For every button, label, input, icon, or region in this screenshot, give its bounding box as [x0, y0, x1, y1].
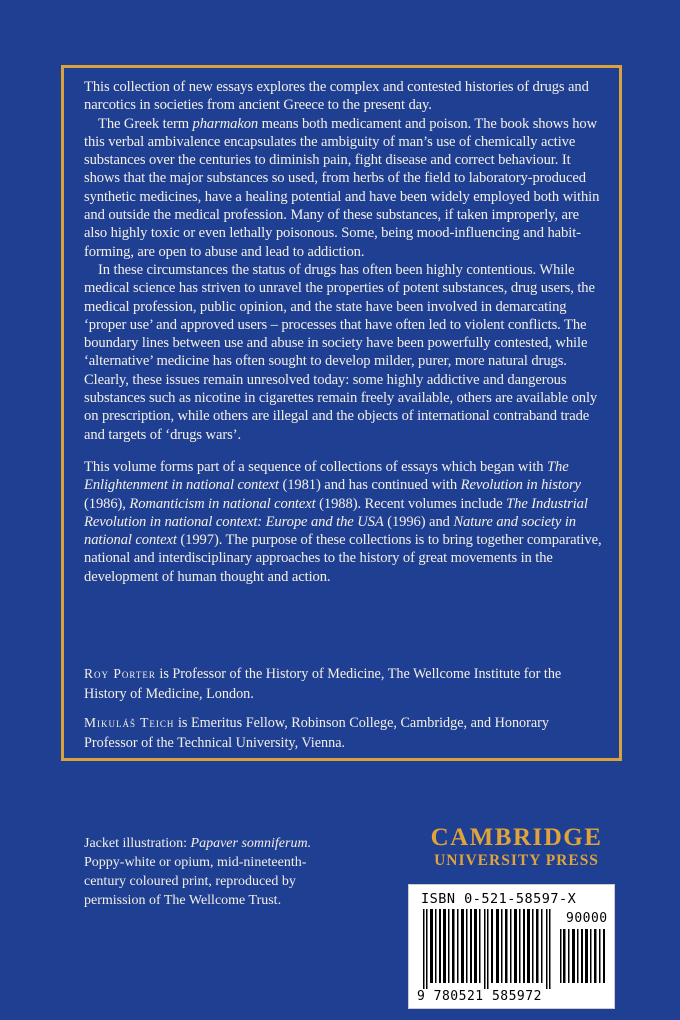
- text-run: This volume forms part of a sequence of collections of essays which began with: [84, 458, 548, 475]
- blurb-text: [84, 78, 604, 586]
- credit-title: Papaver somniferum.: [190, 836, 312, 851]
- author-name: Roy Porter: [84, 666, 156, 681]
- text-run: (1996) and: [383, 513, 454, 530]
- bio-porter: [84, 664, 604, 704]
- jacket-credit: [84, 834, 314, 910]
- emphasis-pharmakon: pharmakon: [192, 115, 259, 132]
- author-bio: is Professor of the History of Medicine, The Wellcome Institute for the History of Medicine, London.: [84, 666, 562, 702]
- price-code: 90000: [566, 911, 608, 926]
- text-run: (1986),: [84, 495, 130, 512]
- author-name: Mikuláš Teich: [84, 715, 175, 730]
- credit-label: Jacket illustration:: [84, 836, 191, 851]
- text-run: The Greek term: [98, 115, 193, 132]
- book-title: Revolution in history: [460, 477, 581, 494]
- author-bio: is Emeritus Fellow, Robinson College, Cambridge, and Honorary Professor of the Technical University, Vienna.: [84, 715, 549, 751]
- ean-digits: 9 780521 585972: [417, 989, 542, 1004]
- publisher-name: CAMBRIDGE: [430, 824, 603, 851]
- text-run: (1988). Recent volumes include: [315, 495, 507, 512]
- blurb-paragraph-1: This collection of new essays explores the complex and contested histories of drugs and narcotics in societies from ancient Greece to the present day.: [84, 79, 589, 114]
- blurb-paragraph-2: [84, 115, 604, 261]
- book-title: Romanticism in national context: [129, 495, 316, 512]
- barcode-box: [408, 884, 615, 1009]
- publisher-logo: [419, 824, 614, 870]
- text-run: means both medicament and poison. The book shows how this verbal ambivalence encapsulates the ambiguity of man’s use of chemically active substances over the centuries to diminish pain, fight disease and correct behaviour. It shows that the major substances so used, from herbs of the field to laboratory-produced synthetic medicines, have a healing potential and have been widely employed both within and outside the medical profession. Many of these substances, if taken improperly, are also highly toxic or even lethally poisonous. Some, being mood-influencing and habit-forming, are open to abuse and lead to addiction.: [84, 115, 600, 260]
- blurb-paragraph-3: In these circumstances the status of drugs has often been highly contentious. While medical science has striven to unravel the properties of potent substances, drug users, the medical profession, public opinion, and the state have been involved in demarcating ‘proper use’ and approved users – processes that have often led to violent conflicts. The boundary lines between use and abuse in society have been powerfully contested, while ‘alternative’ medicine has often sought to develop milder, purer, more natural drugs. Clearly, these issues remain unresolved today: some highly addictive and dangerous substances such as nicotine in cigarettes remain freely available, others are available only on prescription, while others are illegal and the objects of international contraband trade and targets of ‘drugs wars’.: [84, 261, 598, 443]
- text-run: (1997). The purpose of these collections is to bring together comparative, national and interdisciplinary approaches to the history of great movements in the development of human thought and action.: [84, 532, 602, 585]
- credit-text: Poppy-white or opium, mid-nineteenth-century coloured print, reproduced by permission of The Wellcome Trust.: [84, 855, 307, 908]
- text-run: (1981) and has continued with: [278, 477, 461, 494]
- bio-teich: [84, 713, 604, 753]
- book-title: The Enlightenment in national context: [84, 458, 569, 494]
- book-title: Nature and society in national context: [84, 513, 576, 549]
- publisher-subname: UNIVERSITY PRESS: [434, 852, 599, 869]
- blurb-paragraph-4: [84, 458, 604, 586]
- isbn-text: ISBN 0-521-58597-X: [421, 891, 577, 907]
- addon-barcode: [559, 929, 607, 983]
- book-title: The Industrial Revolution in national context: Europe and the USA: [84, 495, 588, 530]
- ean-barcode: [421, 909, 557, 989]
